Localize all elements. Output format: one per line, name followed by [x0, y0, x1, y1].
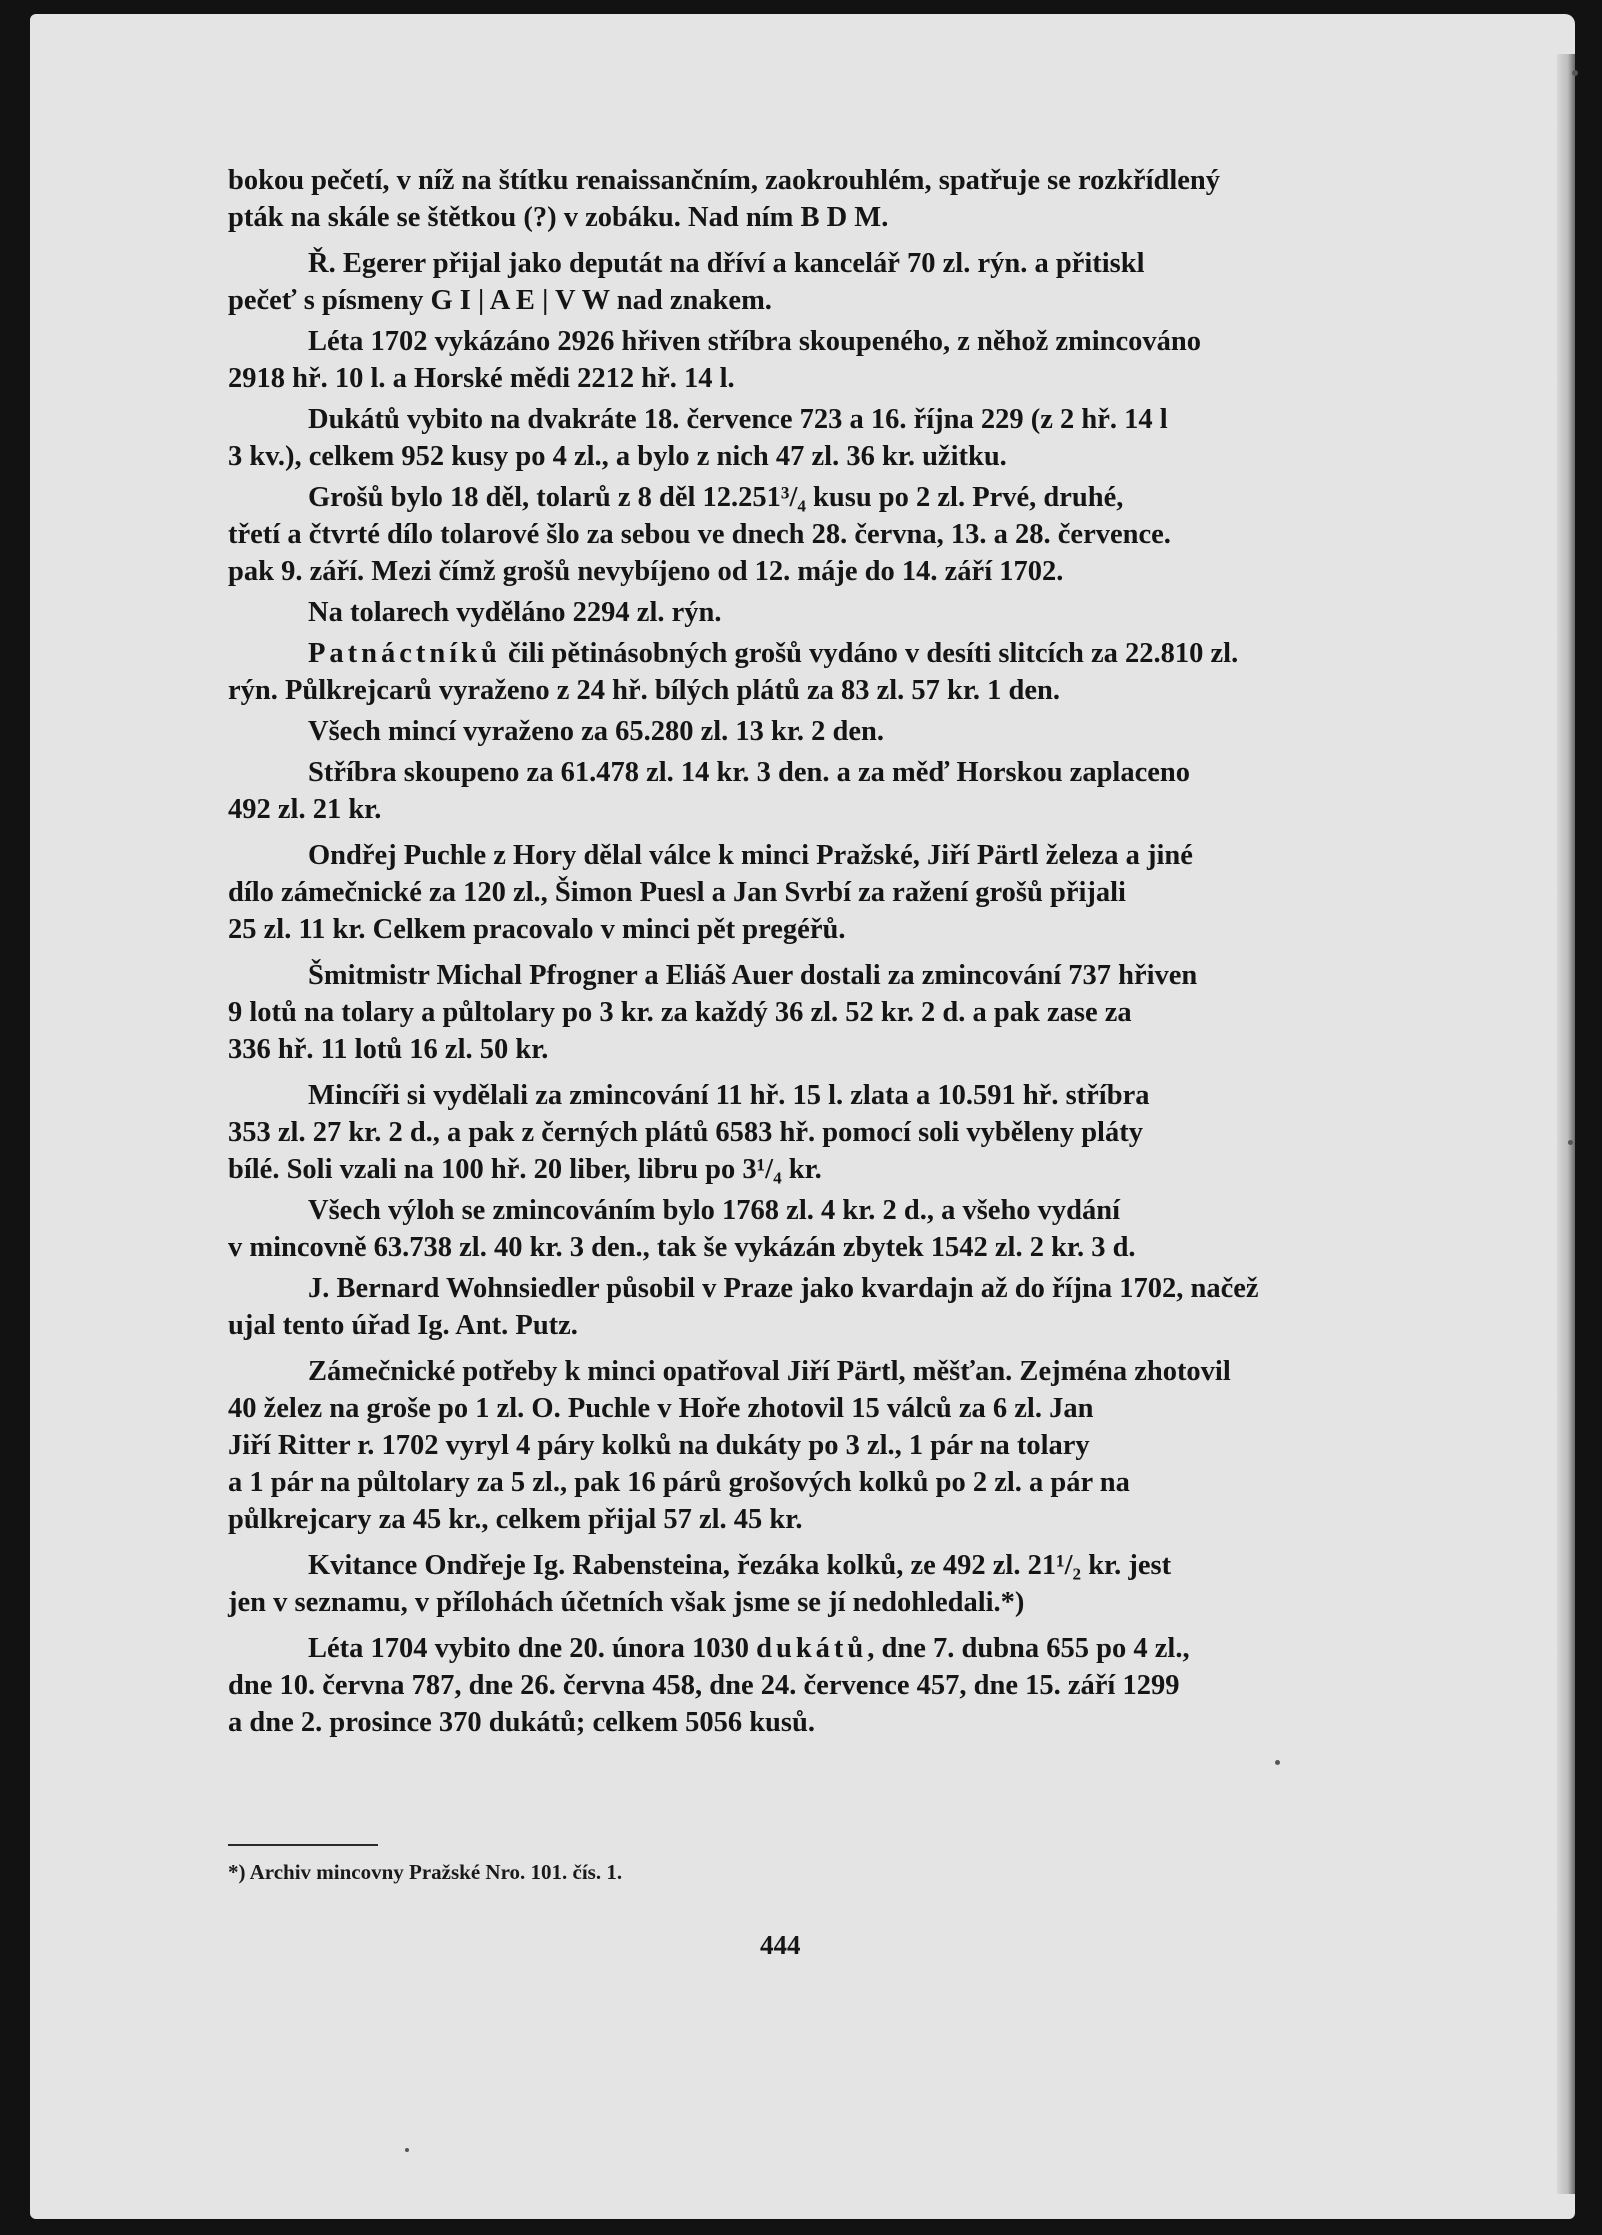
paragraph-6: [228, 594, 1438, 631]
scan-speck: [1275, 1760, 1280, 1765]
text-line: bílé. Soli vzali na 100 hř. 20 liber, libru po 3¹/₄ kr.: [228, 1154, 822, 1185]
text-line-rest: čili pětinásobných grošů vydáno v desíti slitcích za 22.810 zl.: [500, 638, 1239, 669]
text-line: pečeť s písmeny G I | A E | V W nad znakem.: [228, 285, 772, 316]
paragraph-2: [228, 245, 1438, 319]
text-line: dne 10. června 787, dne 26. června 458, dne 24. července 457, dne 15. září 1299: [228, 1670, 1180, 1701]
text-line: 336 hř. 11 lotů 16 zl. 50 kr.: [228, 1034, 549, 1065]
text-line: Jiří Ritter r. 1702 vyryl 4 páry kolků na dukáty po 3 zl., 1 pár na tolary: [228, 1430, 1090, 1461]
paragraph-11: [228, 957, 1438, 1068]
footnote-divider: [228, 1844, 378, 1846]
text-line: Léta 1702 vykázáno 2926 hřiven stříbra skoupeného, z něhož zmincováno: [308, 326, 1202, 357]
text-line: Grošů bylo 18 děl, tolarů z 8 děl 12.251³/₄ kusu po 2 zl. Prvé, druhé,: [308, 482, 1124, 513]
text-line-start: Léta 1704 vybito dne 20. února 1030: [308, 1633, 757, 1664]
text-line: 2918 hř. 10 l. a Horské mědi 2212 hř. 14 l.: [228, 363, 735, 394]
text-line: a dne 2. prosince 370 dukátů; celkem 5056 kusů.: [228, 1707, 815, 1738]
paragraph-5: [228, 479, 1438, 590]
text-line: Všech výloh se zmincováním bylo 1768 zl. 4 kr. 2 d., a všeho vydání: [308, 1195, 1121, 1226]
text-line: [228, 1630, 1438, 1667]
footnote: *) Archiv mincovny Pražské Nro. 101. čís. 1.: [228, 1860, 623, 1884]
text-line: třetí a čtvrté dílo tolarové šlo za sebou ve dnech 28. června, 13. a 28. července.: [228, 519, 1171, 550]
page-number: 444: [760, 1930, 801, 1960]
spaced-word: dukátů: [756, 1633, 868, 1664]
text-line: 9 lotů na tolary a půltolary po 3 kr. za každý 36 zl. 52 kr. 2 d. a pak zase za: [228, 997, 1132, 1028]
text-line: a 1 pár na půltolary za 5 zl., pak 16 párů grošových kolků po 2 zl. a pár na: [228, 1467, 1130, 1498]
paragraph-16: [228, 1547, 1438, 1621]
text-line: Kvitance Ondřeje Ig. Rabensteina, řezáka kolků, ze 492 zl. 21¹/₂ kr. jest: [308, 1550, 1172, 1581]
body-text: [228, 162, 1438, 1750]
text-line: Všech mincí vyraženo za 65.280 zl. 13 kr. 2 den.: [308, 716, 885, 747]
paragraph-9: [228, 754, 1438, 828]
paragraph-17: [228, 1630, 1438, 1741]
paragraph-14: [228, 1270, 1438, 1344]
text-line: rýn. Půlkrejcarů vyraženo z 24 hř. bílých plátů za 83 zl. 57 kr. 1 den.: [228, 675, 1061, 706]
text-line: bokou pečetí, v níž na štítku renaissančním, zaokrouhlém, spatřuje se rozkřídlený: [228, 165, 1221, 196]
paragraph-15: [228, 1353, 1438, 1538]
scan-speck: [405, 2148, 409, 2152]
scan-speck: [1568, 1140, 1573, 1145]
paragraph-1: [228, 162, 1438, 236]
text-line: pták na skále se štětkou (?) v zobáku. Nad ním B D M.: [228, 202, 889, 233]
text-line: jen v seznamu, v přílohách účetních však jsme se jí nedohledali.*): [228, 1587, 1025, 1618]
paragraph-8: [228, 713, 1438, 750]
paragraph-13: [228, 1192, 1438, 1266]
text-line: Šmitmistr Michal Pfrogner a Eliáš Auer dostali za zmincování 737 hřiven: [308, 960, 1198, 991]
text-line: pak 9. září. Mezi čímž grošů nevybíjeno od 12. máje do 14. září 1702.: [228, 556, 1064, 587]
paragraph-10: [228, 837, 1438, 948]
spaced-word: Patnáctníků: [308, 638, 501, 669]
text-line: půlkrejcary za 45 kr., celkem přijal 57 zl. 45 kr.: [228, 1504, 803, 1535]
paragraph-12: [228, 1077, 1438, 1188]
text-line: 40 želez na groše po 1 zl. O. Puchle v Hoře zhotovil 15 válců za 6 zl. Jan: [228, 1393, 1094, 1424]
text-line: 25 zl. 11 kr. Celkem pracovalo v minci pět pregéřů.: [228, 914, 846, 945]
paragraph-3: [228, 323, 1438, 397]
text-line: Stříbra skoupeno za 61.478 zl. 14 kr. 3 den. a za měď Horskou zaplaceno: [308, 757, 1190, 788]
text-line-end: , dne 7. dubna 655 po 4 zl.,: [867, 1633, 1190, 1664]
text-line: Na tolarech vyděláno 2294 zl. rýn.: [308, 597, 722, 628]
text-line: 3 kv.), celkem 952 kusy po 4 zl., a bylo z nich 47 zl. 36 kr. užitku.: [228, 441, 1007, 472]
paragraph-4: [228, 401, 1438, 475]
scan-speck: [1572, 70, 1578, 76]
text-line: [228, 635, 1438, 672]
page-edge-shadow: [1557, 54, 1575, 2194]
text-line: J. Bernard Wohnsiedler působil v Praze jako kvardajn až do října 1702, načež: [308, 1273, 1259, 1304]
text-line: Zámečnické potřeby k minci opatřoval Jiří Pärtl, měšťan. Zejména zhotovil: [308, 1356, 1231, 1387]
text-line: 353 zl. 27 kr. 2 d., a pak z černých plátů 6583 hř. pomocí soli vyběleny pláty: [228, 1117, 1143, 1148]
text-line: dílo zámečnické za 120 zl., Šimon Puesl a Jan Svrbí za ražení grošů přijali: [228, 877, 1126, 908]
text-line: v mincovně 63.738 zl. 40 kr. 3 den., tak še vykázán zbytek 1542 zl. 2 kr. 3 d.: [228, 1232, 1136, 1263]
paragraph-7: [228, 635, 1438, 709]
text-line: 492 zl. 21 kr.: [228, 794, 382, 825]
text-line: Mincíři si vydělali za zmincování 11 hř. 15 l. zlata a 10.591 hř. stříbra: [308, 1080, 1150, 1111]
text-line: Ř. Egerer přijal jako deputát na dříví a kancelář 70 zl. rýn. a přitiskl: [308, 248, 1145, 279]
text-line: Ondřej Puchle z Hory dělal válce k minci Pražské, Jiří Pärtl železa a jiné: [308, 840, 1193, 871]
text-line: ujal tento úřad Ig. Ant. Putz.: [228, 1310, 578, 1341]
text-line: Dukátů vybito na dvakráte 18. července 723 a 16. října 229 (z 2 hř. 14 l: [308, 404, 1168, 435]
